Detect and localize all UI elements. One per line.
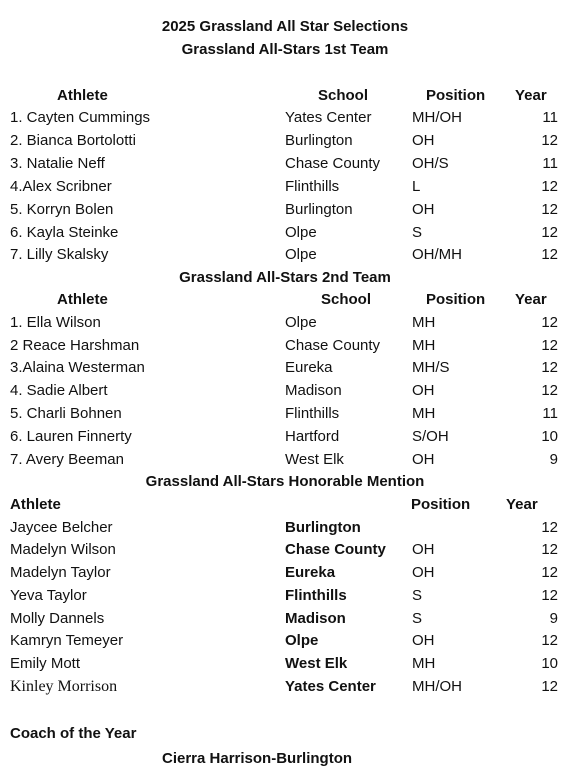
table-row [0,541,580,563]
year: 12 [541,678,558,695]
athlete-name: 2. Bianca Bortolotti [10,132,136,149]
position: MH [412,655,436,672]
school-name: Flinthills [285,178,340,195]
table-row [0,246,580,268]
year: 12 [541,337,558,354]
table-row [0,178,580,200]
first-team-heading: Grassland All-Stars 1st Team [181,41,389,58]
table-row [0,405,580,427]
table-row [0,337,580,359]
athlete-name: Kamryn Temeyer [10,632,124,649]
athlete-name: Emily Mott [10,655,81,672]
school-name: Olpe [285,632,319,649]
header-year: Year [515,87,547,104]
school-name: Yates Center [285,678,376,695]
school-name: Olpe [285,314,317,331]
header-school: School [321,291,372,308]
year: 12 [541,359,558,376]
position: S [412,587,423,604]
school-name: Madison [285,382,342,399]
athlete-name: 4. Sadie Albert [10,382,108,399]
athlete-name: 6. Lauren Finnerty [10,428,132,445]
school-name: Hartford [285,428,340,445]
school-name: Burlington [285,519,361,536]
position: S [412,610,423,627]
table-row [0,564,580,586]
header-year: Year [515,291,547,308]
athlete-name: 7. Lilly Skalsky [10,246,109,263]
table-row [0,224,580,246]
header-position: Position [411,496,471,513]
athlete-name: Molly Dannels [10,610,105,627]
athlete-name: 2 Reace Harshman [10,337,140,354]
table-row [0,632,580,654]
school-name: Chase County [285,155,381,172]
year: 12 [541,541,558,558]
athlete-name: Yeva Taylor [10,587,87,604]
school-name: Madison [285,610,346,627]
year: 10 [541,428,558,445]
position: OH/MH [412,246,462,263]
header-year: Year [506,496,538,513]
school-name: Olpe [285,246,317,263]
school-name: West Elk [285,451,344,468]
table-row [0,359,580,381]
position: S/OH [412,428,449,445]
table-row [0,155,580,177]
table-row [0,610,580,632]
position: OH [412,382,435,399]
year: 12 [541,587,558,604]
table-row [0,428,580,450]
header-athlete: Athlete [10,496,61,513]
coach-heading: Coach of the Year [10,725,137,742]
position: OH [412,541,435,558]
table-row [0,314,580,336]
year: 9 [549,451,558,468]
year: 11 [542,155,558,172]
school-name: Yates Center [285,109,372,126]
second-team-heading: Grassland All-Stars 2nd Team [179,269,391,286]
table-row [0,201,580,223]
year: 12 [541,632,558,649]
athlete-name: 5. Charli Bohnen [10,405,122,422]
athlete-name: Jaycee Belcher [10,519,113,536]
header-school: School [318,87,369,104]
position: MH [412,405,436,422]
position: L [412,178,421,195]
school-name: Chase County [285,337,381,354]
athlete-name: 4.Alex Scribner [10,178,112,195]
position: OH/S [412,155,449,172]
school-name: Eureka [285,359,333,376]
position: OH [412,201,435,218]
position: MH [412,314,436,331]
position: OH [412,132,435,149]
table-row [0,132,580,154]
school-name: West Elk [285,655,348,672]
header-position: Position [426,87,486,104]
year: 12 [541,224,558,241]
position: MH/OH [412,109,462,126]
position: MH/S [412,359,450,376]
header-athlete: Athlete [57,291,108,308]
athlete-name: 3.Alaina Westerman [10,359,145,376]
position: OH [412,632,435,649]
year: 12 [541,246,558,263]
position: OH [412,451,435,468]
table-row [0,519,580,541]
school-name: Burlington [285,132,353,149]
school-name: Chase County [285,541,386,558]
year: 12 [541,382,558,399]
school-name: Flinthills [285,587,347,604]
table-row [0,382,580,404]
year: 11 [542,405,558,422]
position: MH/OH [412,678,462,695]
year: 12 [541,519,558,536]
school-name: Flinthills [285,405,340,422]
position: OH [412,564,435,581]
header-position: Position [426,291,486,308]
coach-name: Cierra Harrison-Burlington [162,750,353,767]
year: 12 [541,201,558,218]
school-name: Eureka [285,564,336,581]
school-name: Burlington [285,201,353,218]
position: MH [412,337,436,354]
athlete-name: 1. Cayten Cummings [10,109,151,126]
athlete-name: 1. Ella Wilson [10,314,101,331]
athlete-name: Madelyn Taylor [10,564,111,581]
table-row [0,655,580,677]
year: 12 [541,132,558,149]
table-row [0,109,580,131]
table-row [0,587,580,609]
athlete-name: 5. Korryn Bolen [10,201,114,218]
year: 9 [549,610,558,627]
athlete-name: Kinley Morrison [10,678,118,695]
header-athlete: Athlete [57,87,108,104]
table-row [0,678,580,700]
athlete-name: Madelyn Wilson [10,541,116,558]
year: 10 [541,655,558,672]
table-row [0,451,580,473]
athlete-name: 3. Natalie Neff [10,155,105,172]
honorable-mention-heading: Grassland All-Stars Honorable Mention [145,473,425,490]
document-title: 2025 Grassland All Star Selections [161,18,409,35]
year: 11 [542,109,558,126]
athlete-name: 6. Kayla Steinke [10,224,119,241]
school-name: Olpe [285,224,317,241]
year: 12 [541,314,558,331]
year: 12 [541,178,558,195]
athlete-name: 7. Avery Beeman [10,451,124,468]
year: 12 [541,564,558,581]
position: S [412,224,423,241]
